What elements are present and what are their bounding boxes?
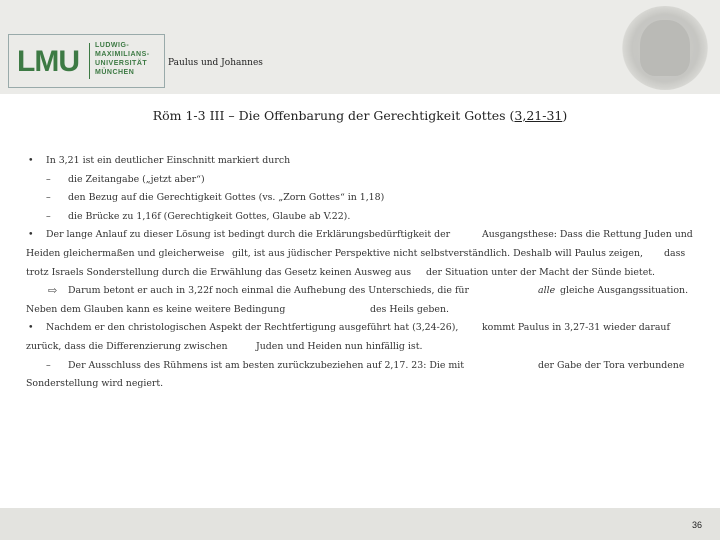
title-prefix: Röm 1-3 III – Die Offenbarung der Gerechtigkeit Gottes ( — [152, 108, 515, 123]
logo-line: LUDWIG- — [95, 42, 130, 49]
list-item: – die Zeitangabe („jetzt aber“) — [26, 171, 690, 190]
slide-content — [26, 152, 693, 394]
lmu-logo — [8, 34, 165, 88]
list-item: • In 3,21 ist ein deutlicher Einschnitt markiert durch — [26, 152, 690, 171]
logo-lmu-text: LMU — [17, 45, 79, 78]
dash-icon: – — [46, 210, 51, 222]
list-item: ⇨ Darum betont er auch in 3,22f noch einmal die Aufhebung des Unterschieds, die für alle gleiche Ausgangssituation. — [26, 282, 690, 301]
dash-icon: – — [46, 359, 51, 371]
text-line: trotz Israels Sonderstellung durch die Erwählung das Gesetz keinen Ausweg aus der Situation unter der Macht der Sünde bietet. — [26, 266, 655, 278]
page-number: 36 — [691, 520, 702, 530]
header-title: Paulus und Johannes — [168, 58, 263, 68]
text-line: zurück, dass die Differenzierung zwischen Juden und Heiden nun hinfällig ist. — [26, 340, 423, 352]
list-item: • Nachdem er den christologischen Aspekt der Rechtfertigung ausgeführt hat (3,24-26), kommt Paulus in 3,27-31 wieder darauf — [26, 319, 690, 338]
text-line: Heiden gleichermaßen und gleicherweise gilt, ist aus jüdischer Perspektive nicht selbstverständlich. Deshalb will Paulus zeigen, dass — [26, 247, 686, 259]
bullet-icon: • — [28, 322, 34, 334]
logo-line: MAXIMILIANS- — [95, 51, 150, 58]
bullet-icon: • — [28, 155, 34, 166]
logo-university-name — [95, 41, 150, 77]
title-reference: 3,21-31 — [514, 108, 563, 123]
university-seal-icon — [622, 6, 708, 90]
slide-header — [0, 0, 720, 94]
dash-icon: – — [46, 173, 51, 185]
seal-figure — [640, 20, 690, 76]
logo-line: MÜNCHEN — [95, 69, 135, 76]
bullet-icon: • — [28, 229, 34, 241]
slide-footer — [0, 508, 720, 540]
list-item: – den Bezug auf die Gerechtigkeit Gottes (vs. „Zorn Gottes“ in 1,18) — [26, 189, 690, 208]
logo-separator — [89, 43, 90, 79]
list-item: • Der lange Anlauf zu dieser Lösung ist bedingt durch die Erklärungsbedürftigkeit der Ausgangsthese: Dass die Rettung Juden und — [26, 226, 690, 245]
dash-icon: – — [46, 192, 51, 204]
list-item: – die Brücke zu 1,16f (Gerechtigkeit Gottes, Glaube ab V.22). — [26, 208, 690, 227]
list-item: – Der Ausschluss des Rühmens ist am besten zurückzubeziehen auf 2,17. 23: Die mit der Gabe der Tora verbundene — [26, 357, 690, 376]
logo-line: UNIVERSITÄT — [95, 60, 148, 67]
slide-title — [0, 108, 720, 123]
arrow-right-icon: ⇨ — [48, 284, 58, 298]
text-line: Neben dem Glauben kann es keine weitere Bedingung des Heils geben. — [26, 303, 449, 315]
text-line: Sonderstellung wird negiert. — [26, 378, 164, 390]
title-suffix: ) — [562, 108, 568, 123]
